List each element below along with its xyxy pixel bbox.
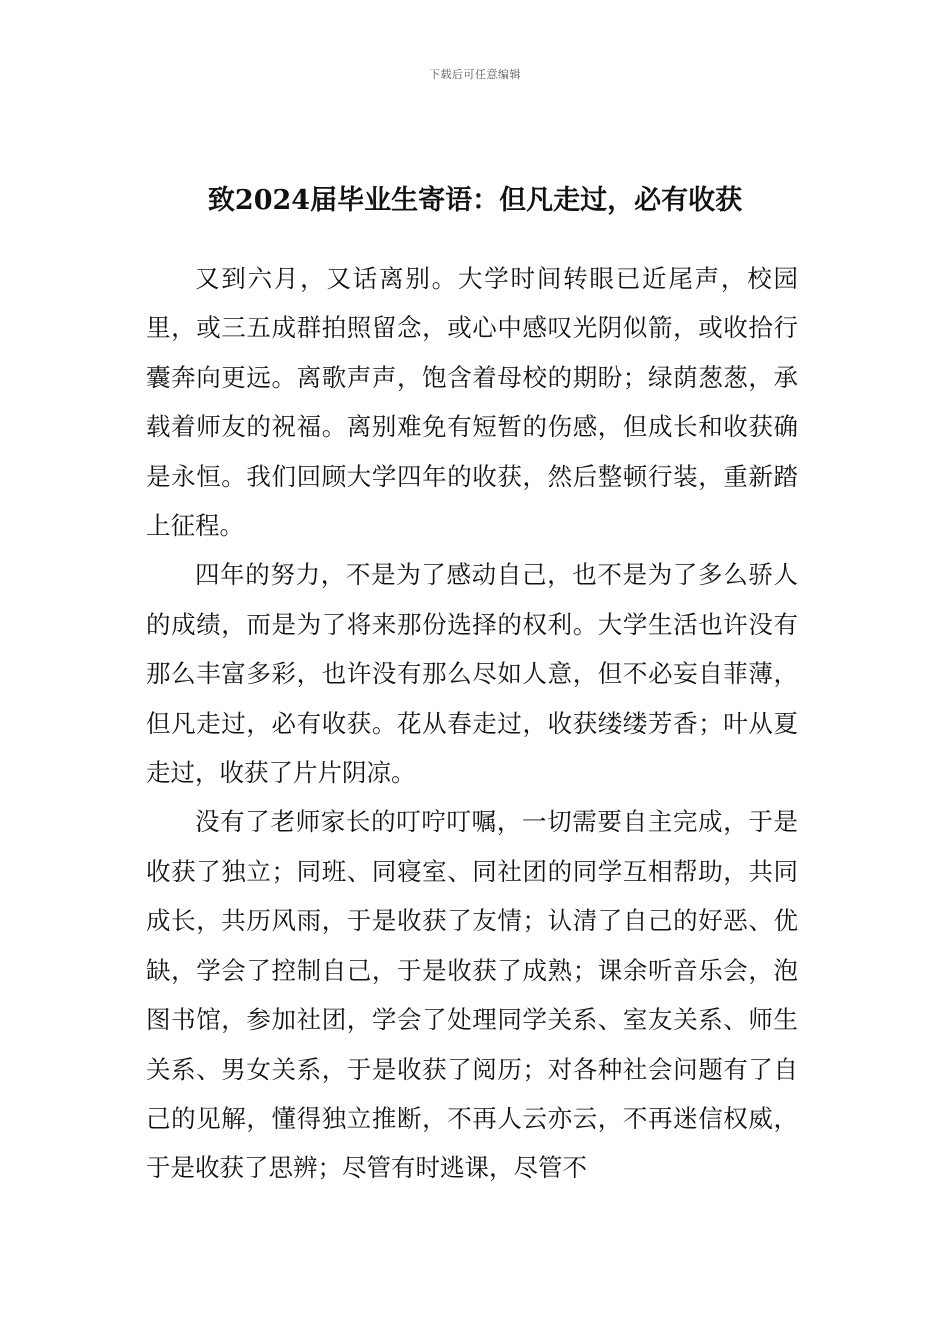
paragraph-1: 又到六月，又话离别。大学时间转眼已近尾声，校园里，或三五成群拍照留念，或心中感叹光阴似箭，或收拾行囊奔向更远。离歌声声，饱含着母校的期盼；绿荫葱葱，承载着师友的祝福。离别难免有短暂的伤感，但成长和收获确是永恒。我们回顾大学四年的收获，然后整顿行装，重新踏上征程。 [146,264,798,541]
document-title: 致2024届毕业生寄语：但凡走过，必有收获 [207,185,743,216]
document-body [146,254,798,1193]
paragraph-2: 四年的努力，不是为了感动自己，也不是为了多么骄人的成绩，而是为了将来那份选择的权利。大学生活也许没有那么丰富多彩，也许没有那么尽如人意，但不必妄自菲薄，但凡走过，必有收获。花从春走过，收获缕缕芳香；叶从夏走过，收获了片片阴凉。 [146,560,798,788]
paragraph-3: 没有了老师家长的叮咛叮嘱，一切需要自主完成，于是收获了独立；同班、同寝室、同社团的同学互相帮助，共同成长，共历风雨，于是收获了友情；认清了自己的好恶、优缺，学会了控制自己，于是收获了成熟；课余听音乐会，泡图书馆，参加社团，学会了处理同学关系、室友关系、师生关系、男女关系，于是收获了阅历；对各种社会问题有了自己的见解，懂得独立推断，不再人云亦云，不再迷信权威，于是收获了思辨；尽管有时逃课，尽管不 [146,807,798,1183]
header-note: 下载后可任意编辑 [429,68,521,81]
